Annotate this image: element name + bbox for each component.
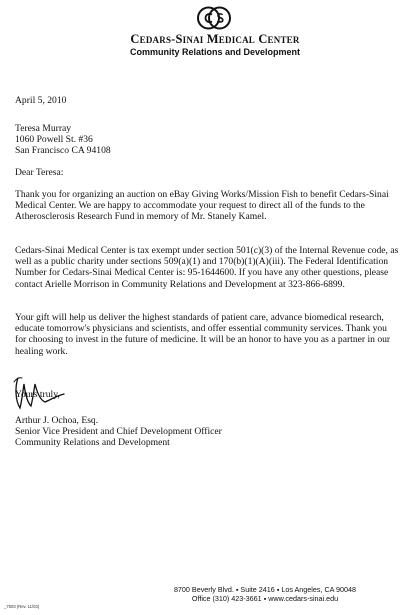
signer-block (15, 415, 222, 449)
recipient-city: San Francisco CA 94108 (15, 145, 111, 157)
signer-title: Senior Vice President and Chief Development Officer (15, 426, 222, 438)
letter-date: April 5, 2010 (15, 95, 67, 106)
recipient-name: Teresa Murray (15, 123, 72, 134)
footer-address: 8700 Beverly Blvd. ▪ Suite 2416 ▪ Los Angeles, CA 90048 (173, 585, 357, 594)
body-paragraph: Cedars-Sinai Medical Center is tax exempt under section 501(c)(3) of the Internal Revenue code, as well as a public charity under sections 509(a)(1) and 170(b)(1)(A)(iii). The Federal Identification Number for Cedars-Sinai Medical Center is: 95-1644600. If you have any other questions, please contact Arielle Morrison in Community Relations and Development at 323-866-6899. (15, 245, 399, 290)
salutation: Dear Teresa: (15, 167, 64, 178)
signer-department: Community Relations and Development (15, 437, 170, 449)
closing: Yours truly, (15, 389, 60, 400)
cedars-sinai-cs-monogram-icon (197, 6, 231, 30)
recipient-address (15, 123, 111, 157)
signer-name: Arthur J. Ochoa, Esq. (15, 415, 99, 426)
recipient-street: 1060 Powell St. #36 (15, 134, 93, 146)
body-paragraph: Your gift will help us deliver the highest standards of patient care, advance biomedical research, educate tomorrow's physicians and scientists, and offer essential community services. Thank you for choosing to invest in the future of medicine. It will be an honor to have you as a partner in our healing work. (15, 312, 391, 357)
organization-name: Cedars-Sinai Medical Center (130, 32, 300, 46)
footer-contact (130, 585, 400, 603)
department-name: Community Relations and Development (129, 47, 301, 57)
form-number: _7503 (Rev. 11/03) (4, 604, 40, 609)
footer-contact-line: Office (310) 423-3661 ▪ www.cedars-sinai.edu (191, 594, 339, 603)
body-paragraph: Thank you for organizing an auction on eBay Giving Works/Mission Fish to benefit Cedars-Sinai Medical Center. We are happy to accommodate your request to direct all of the funds to the Atherosclerosis Research Fund in memory of Mr. Stanely Kamel. (15, 189, 389, 223)
